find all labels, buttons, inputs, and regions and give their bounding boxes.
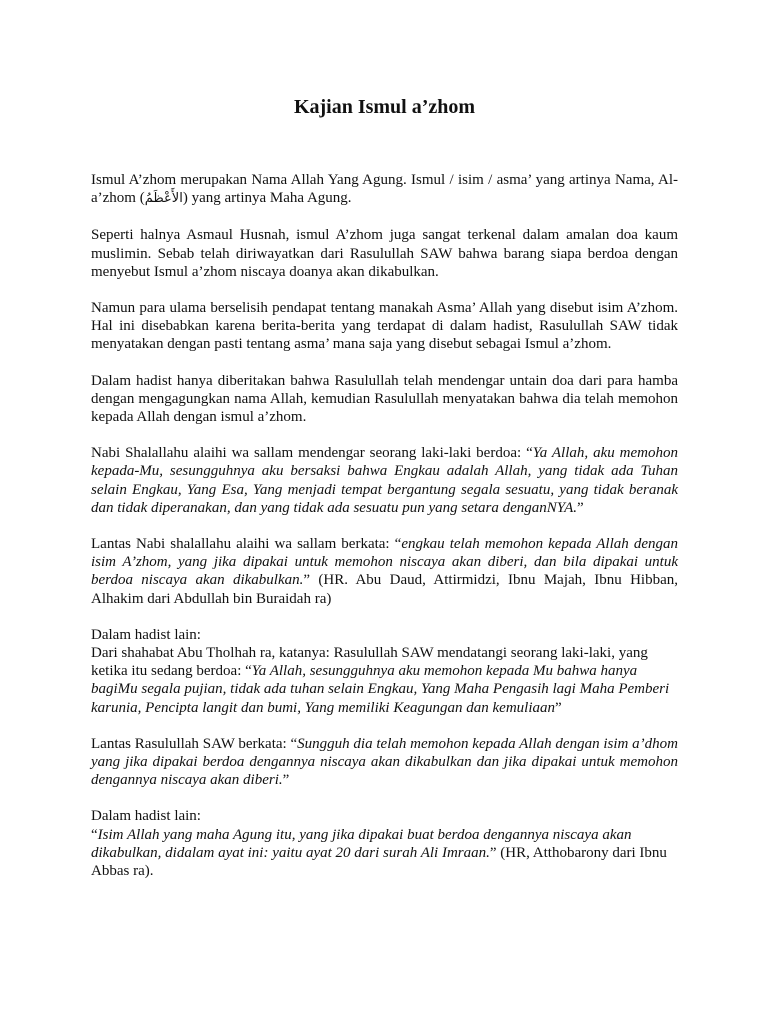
document-title: Kajian Ismul a’zhom — [293, 96, 476, 118]
arabic-term: الأَعْظَمُ — [144, 191, 183, 207]
paragraph-4: Dalam hadist hanya diberitakan bahwa Rasulullah telah mendengar untain doa dari para hamba dengan mengagungkan nama Allah, kemudian Rasulullah menyatakan bahwa dia telah memohon kepada Allah dengan ismul a’zhom. — [91, 372, 678, 426]
paragraph-7-heading: Dalam hadist lain: — [91, 626, 201, 643]
paragraph-2: Seperti halnya Asmaul Husnah, ismul A’zhom juga sangat terkenal dalam amalan doa kaum muslimin. Sebab telah diriwayatkan dari Rasulullah SAW bahwa barang siapa berdoa dengan menyebut Ismul a’zhom niscaya doanya akan dikabulkan. — [91, 227, 678, 280]
paragraph-3: Namun para ulama berselisih pendapat tentang manakah Asma’ Allah yang disebut isim A’zhom. Hal ini disebabkan karena berita-berita yang terdapat di dalam hadist, Rasulullah SAW tidak menyatakan dengan pasti tentang asma’ mana saja yang disebut sebagai Ismul a’zhom. — [91, 300, 678, 353]
paragraph-7-quote: Ya Allah, sesungguhnya aku memohon kepada Mu bahwa hanya bagiMu segala pujian, tidak ada tuhan selain Engkau, Yang Maha Pengasih lagi Maha Pemberi karunia, Pencipta langit dan bumi, Yang memiliki Keagungan dan kemuliaan — [91, 663, 670, 716]
paragraph-7-text-a: Dari shahabat Abu Tholhah ra, katanya: Rasulullah SAW mendatangi seorang laki-laki, yang ketika itu sedang berdoa: “ — [91, 645, 648, 680]
paragraph-1 — [91, 171, 678, 208]
paragraph-8 — [91, 735, 678, 790]
document-body — [91, 171, 678, 898]
paragraph-8-text-a: Lantas Rasulullah SAW berkata: “ — [91, 735, 298, 752]
paragraph-6 — [91, 535, 678, 608]
paragraph-9-text-b: ” (HR, Atthobarony dari Ibnu Abbas ra). — [91, 844, 667, 880]
paragraph-9-text-a: “ — [91, 826, 98, 843]
paragraph-5-text-a: Nabi Shalallahu alaihi wa sallam mendengar seorang laki-laki berdoa: “ — [91, 445, 533, 462]
paragraph-9-heading: Dalam hadist lain: — [91, 808, 201, 825]
paragraph-7 — [91, 626, 678, 717]
paragraph-9 — [91, 807, 678, 880]
paragraph-8-quote: Sungguh dia telah memohon kepada Allah dengan isim a’dhom yang jika dipakai berdoa dengannya niscaya akan dikabulkan dan jika dipakai untuk memohon dengannya niscaya akan diberi. — [91, 735, 678, 789]
paragraph-1-text-b: ) yang artinya Maha Agung. — [182, 190, 352, 207]
paragraph-5-quote: Ya Allah, aku memohon kepada-Mu, sesungguhnya aku bersaksi bahwa Engkau adalah Allah, yang tidak ada Tuhan selain Engkau, Yang Esa, Yang menjadi tempat bergantung segala sesuatu, yang tidak beranak dan tidak diperanakan, dan yang tidak ada sesuatu pun yang setara denganNYA. — [91, 445, 678, 516]
paragraph-6-text-b: ” (HR. Abu Daud, Attirmidzi, Ibnu Majah, Ibnu Hibban, Alhakim dari Abdullah bin Buraidah ra) — [91, 572, 678, 607]
paragraph-8-text-b: ” — [282, 772, 290, 789]
paragraph-5-text-b: ” — [577, 499, 584, 516]
paragraph-5 — [91, 444, 678, 517]
paragraph-9-quote: Isim Allah yang maha Agung itu, yang jika dipakai buat berdoa dengannya niscaya akan dikabulkan, didalam ayat ini: yaitu ayat 20 dari surah Ali Imraan. — [91, 826, 632, 861]
paragraph-1-text-a: Ismul A’zhom merupakan Nama Allah Yang Agung. Ismul / isim / asma’ yang artinya Nama, Al-a’zhom ( — [91, 172, 678, 207]
paragraph-6-quote: engkau telah memohon kepada Allah dengan isim A’zhom, yang jika dipakai untuk memohon niscaya akan diberi, dan bila dipakai untuk berdoa niscaya akan dikabulkan. — [91, 536, 678, 589]
paragraph-6-text-a: Lantas Nabi shalallahu alaihi wa sallam berkata: “ — [91, 536, 402, 553]
paragraph-7-text-b: ” — [555, 699, 562, 716]
